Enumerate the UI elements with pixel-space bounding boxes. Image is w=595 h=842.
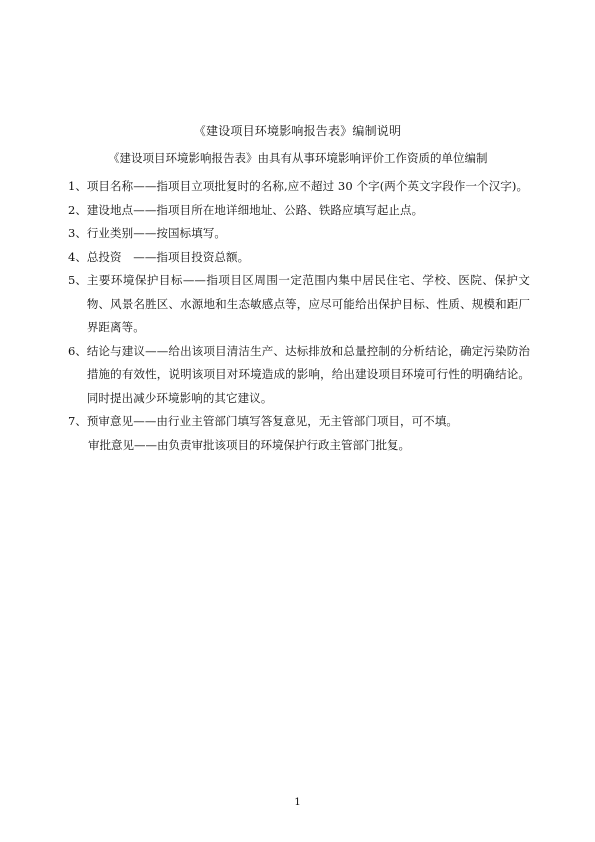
item-number: 5、 <box>68 273 87 287</box>
item-text: 总投资 ——指项目投资总额。 <box>86 249 250 264</box>
item-text: 建设地点——指项目所在地详细地址、公路、铁路应填写起止点。 <box>86 202 424 217</box>
item-number: 3、 <box>68 226 87 240</box>
item-text: 预审意见——由行业主管部门填写答复意见，无主管部门项目，可不填。 <box>86 414 459 428</box>
instruction-item <box>68 175 530 199</box>
item-number: 1、 <box>68 179 87 193</box>
instruction-item <box>68 246 530 270</box>
instruction-list <box>68 175 530 457</box>
approval-note: 审批意见——由负责审批该项目的环境保护行政主管部门批复。 <box>88 437 410 452</box>
instruction-item <box>68 340 530 411</box>
item-number: 7、 <box>68 414 87 428</box>
item-text: 行业类别——按国标填写。 <box>86 226 227 240</box>
instruction-item <box>68 269 530 340</box>
item-number: 2、 <box>68 202 87 217</box>
item-number: 6、 <box>68 343 87 358</box>
item-text: 项目名称——指项目立项批复时的名称,应不超过 30 个字(两个英文字段作一个汉字)。 <box>86 179 529 193</box>
page-title: 《建设项目环境影响报告表》编制说明 <box>193 124 402 138</box>
document-subtitle: 《建设项目环境影响报告表》由具有从事环境影响评价工作资质的单位编制 <box>108 151 488 165</box>
item-text: 结论与建议——给出该项目清洁生产、达标排放和总量控制的分析结论，确定污染防治措施的有效性，说明该项目对环境造成的影响，给出建设项目环境可行性的明确结论。同时提出减少环境影响的其它建议。 <box>86 343 530 405</box>
instruction-item <box>68 410 530 434</box>
item-number: 4、 <box>68 249 87 264</box>
item-text: 主要环境保护目标——指项目区周围一定范围内集中居民住宅、学校、医院、保护文物、风景名胜区、水源地和生态敏感点等，应尽可能给出保护目标、性质、规模和距厂界距离等。 <box>86 273 530 334</box>
instruction-item <box>68 222 530 246</box>
instruction-item <box>68 199 530 223</box>
page-number: 1 <box>294 797 301 808</box>
